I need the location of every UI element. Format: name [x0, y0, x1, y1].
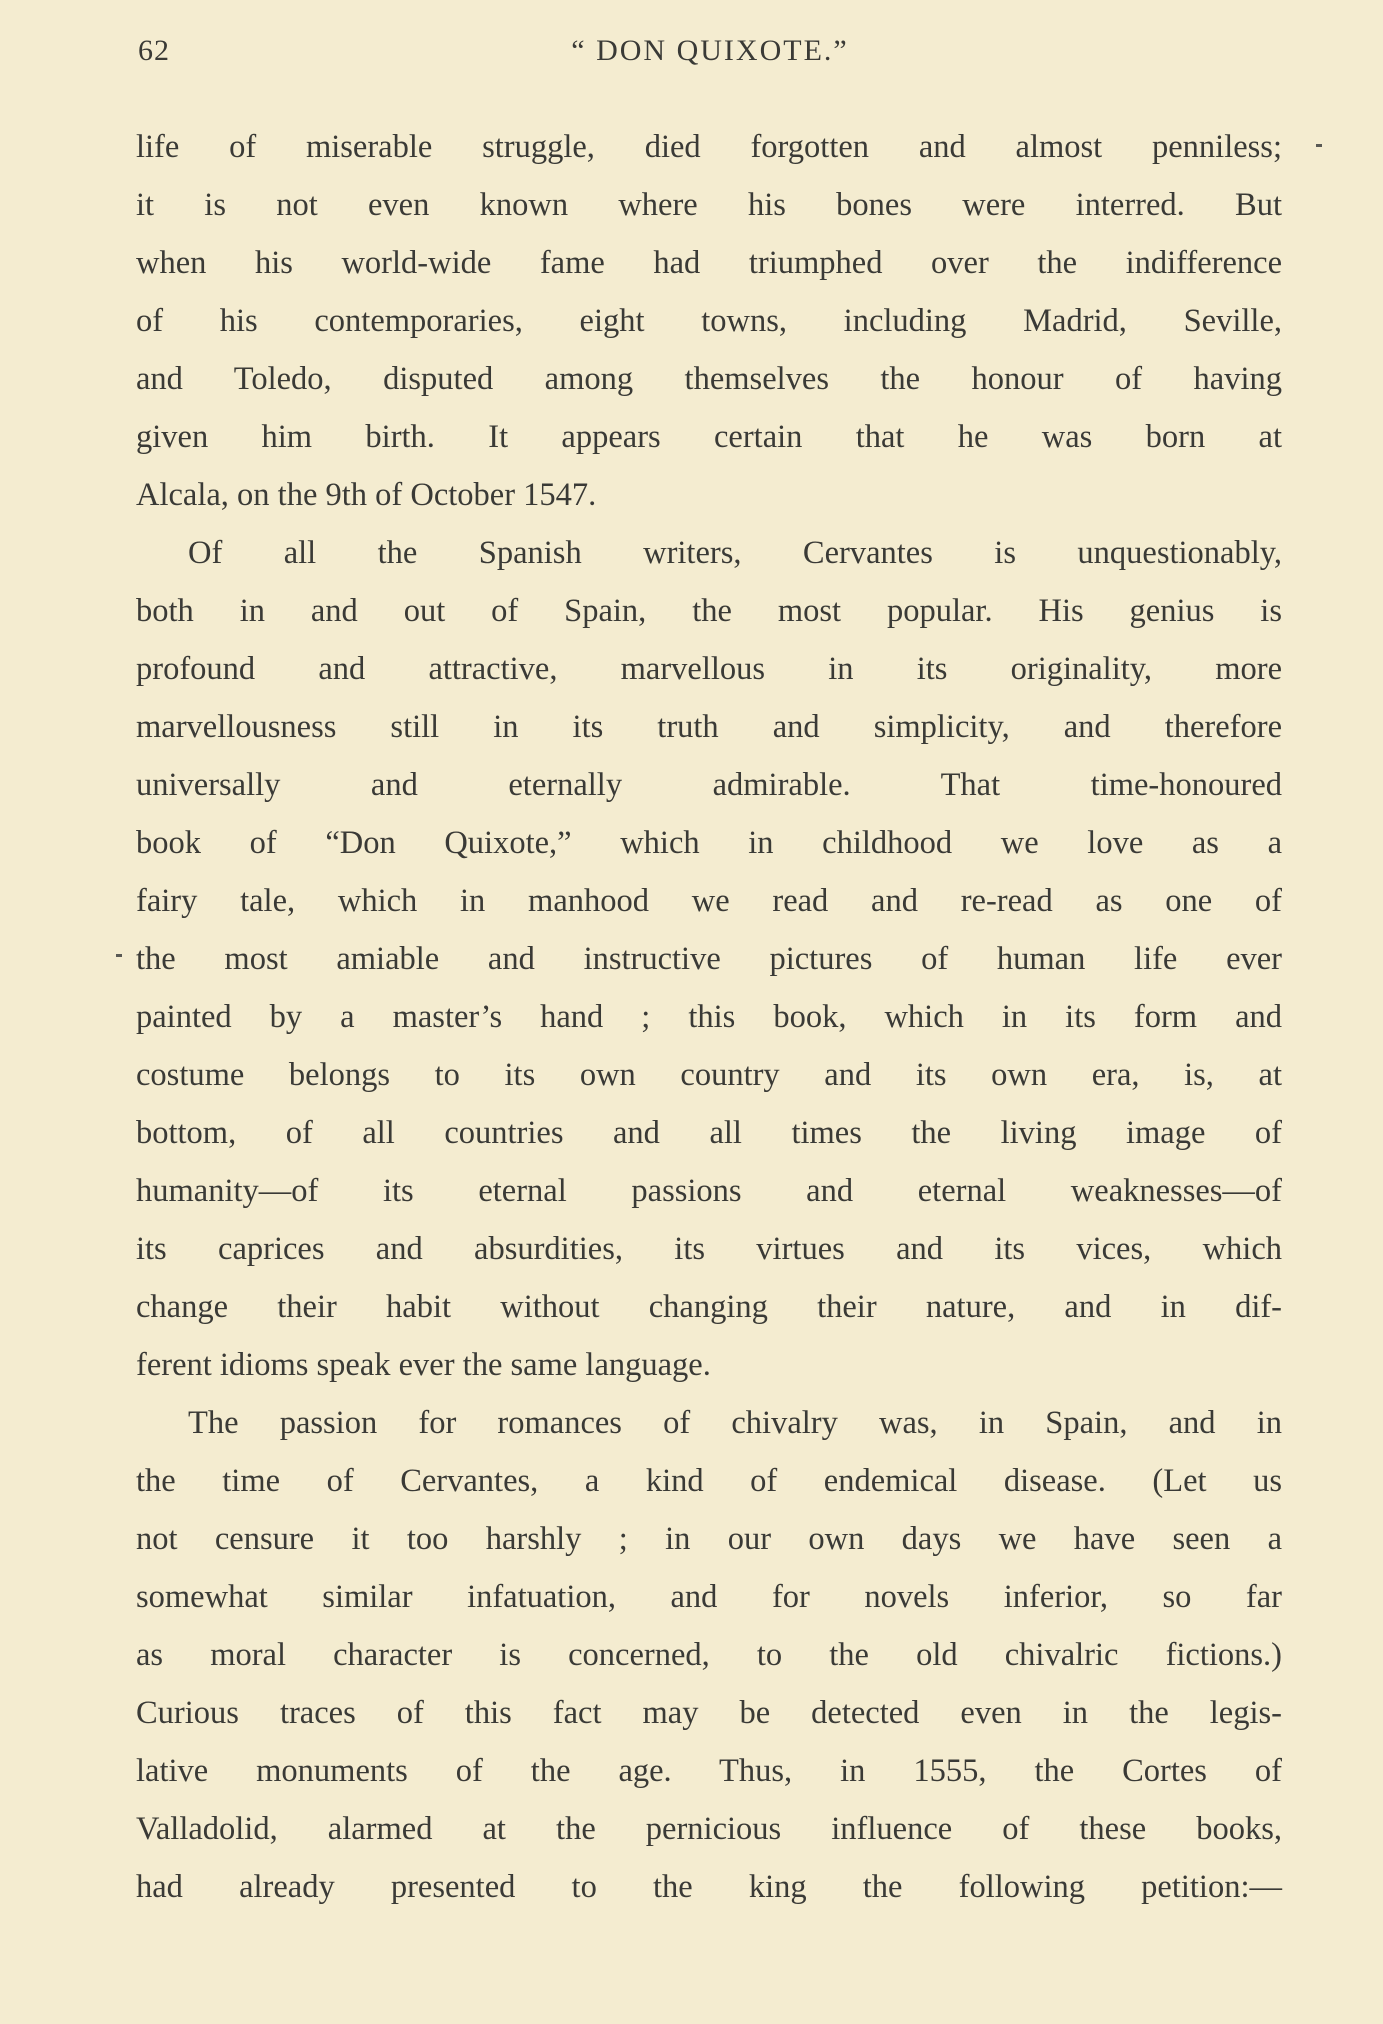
text-line: Valladolid, alarmed at the pernicious influence of these books,: [136, 1811, 1282, 1847]
text-line: had already presented to the king the following petition:—: [136, 1869, 1282, 1905]
text-line: The passion for romances of chivalry was, in Spain, and in: [188, 1405, 1282, 1441]
text-line: marvellousness still in its truth and simplicity, and therefore: [136, 709, 1282, 745]
page-number: 62: [138, 34, 170, 67]
text-line: the most amiable and instructive pictures of human life ever: [136, 941, 1282, 977]
page-header: [138, 34, 1282, 76]
text-line: as moral character is concerned, to the old chivalric fictions.): [136, 1637, 1282, 1673]
text-line: Curious traces of this fact may be detected even in the legis-: [136, 1695, 1282, 1731]
text-line: profound and attractive, marvellous in its originality, more: [136, 651, 1282, 687]
body-text: [136, 118, 1282, 1916]
text-line: life of miserable struggle, died forgotten and almost penniless;: [136, 129, 1282, 165]
margin-mark: [116, 954, 122, 957]
text-line: and Toledo, disputed among themselves the honour of having: [136, 361, 1282, 397]
text-line: book of “Don Quixote,” which in childhood we love as a: [136, 825, 1282, 861]
text-line: lative monuments of the age. Thus, in 1555, the Cortes of: [136, 1753, 1282, 1789]
text-line: Of all the Spanish writers, Cervantes is unquestionably,: [188, 535, 1282, 571]
text-line: given him birth. It appears certain that he was born at: [136, 419, 1282, 455]
text-line: somewhat similar infatuation, and for novels inferior, so far: [136, 1579, 1282, 1615]
margin-mark: [1316, 144, 1322, 147]
text-line: humanity—of its eternal passions and eternal weaknesses—of: [136, 1173, 1282, 1209]
text-line: change their habit without changing their nature, and in dif-: [136, 1289, 1282, 1325]
text-line: both in and out of Spain, the most popular. His genius is: [136, 593, 1282, 629]
text-line: Alcala, on the 9th of October 1547.: [136, 477, 597, 513]
text-line: it is not even known where his bones were interred. But: [136, 187, 1282, 223]
running-title: “ DON QUIXOTE.”: [571, 34, 849, 67]
text-line: costume belongs to its own country and its own era, is, at: [136, 1057, 1282, 1093]
text-line: the time of Cervantes, a kind of endemical disease. (Let us: [136, 1463, 1282, 1499]
text-line: painted by a master’s hand ; this book, which in its form and: [136, 999, 1282, 1035]
text-line: universally and eternally admirable. That time-honoured: [136, 767, 1282, 803]
text-line: fairy tale, which in manhood we read and re-read as one of: [136, 883, 1282, 919]
text-line: when his world-wide fame had triumphed over the indifference: [136, 245, 1282, 281]
text-line: ferent idioms speak ever the same language.: [136, 1347, 711, 1383]
text-line: not censure it too harshly ; in our own days we have seen a: [136, 1521, 1282, 1557]
text-line: of his contemporaries, eight towns, including Madrid, Seville,: [136, 303, 1282, 339]
text-line: its caprices and absurdities, its virtues and its vices, which: [136, 1231, 1282, 1267]
text-line: bottom, of all countries and all times the living image of: [136, 1115, 1282, 1151]
